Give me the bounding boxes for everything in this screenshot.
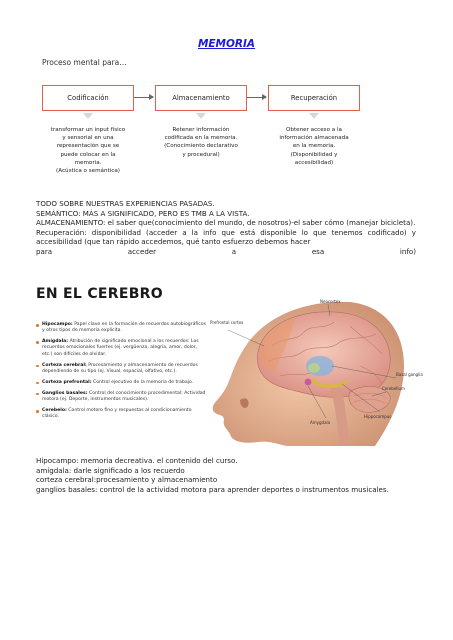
box-almacenamiento-label: Almacenamiento <box>172 94 230 102</box>
brain-illustration <box>200 296 423 446</box>
note-line: ganglios basales: control de la actividad motora para aprender deportes o instrumentos musicales. <box>36 484 389 494</box>
arrow-right <box>247 97 266 98</box>
label-prefrontal: Prefrontal cortex <box>210 320 244 325</box>
list-item <box>36 408 206 420</box>
amygdala <box>305 379 312 386</box>
list-text: Procesamiento y almacenamiento de recuerdos dependiendo de su tipo (ej. Visual, espacial, olfativo, etc.). <box>42 362 198 374</box>
bottom-notes-block <box>36 456 416 494</box>
desc-almacenamiento: Retener información codificada en la memoria. (Conocimiento declarativo y procedural) <box>164 127 238 158</box>
list-term: Ganglios basales: <box>42 390 88 396</box>
label-hippocampus: Hippocampus <box>364 414 392 419</box>
list-text: Control motoro fino y respuestas al condicionamiento clásico. <box>42 408 192 420</box>
note-line: amígdala: darle significado a los recuerdo <box>36 465 185 475</box>
brain-list <box>36 322 206 425</box>
list-term: Corteza prefrontal: <box>42 379 92 385</box>
page-title: MEMORIA <box>197 38 256 50</box>
note-line: ALMACENAMIENTO: el saber que(conocimiento del mundo, de nosotros)-el saber cómo (manejar bicicleta). <box>36 218 416 228</box>
label-neocortex: Neocortex <box>320 299 341 304</box>
list-item <box>36 339 206 358</box>
list-text: Atribución de significado emocional a los recuerdos: Los recuerdos emocionales fuertes (ej. vergüenza, alegría, amor, dolor, etc.) son difíciles de olvidar. <box>42 339 199 357</box>
box-almacenamiento <box>155 85 247 111</box>
list-text: Papel clave en la formación de recuerdos autobiográficos y otros tipos de memoria explícita. <box>42 322 207 334</box>
arrow-right <box>134 97 153 98</box>
note-line: corteza cerebral:procesamiento y almacenamiento <box>36 475 218 485</box>
box-codificacion <box>42 85 134 111</box>
section-heading: EN EL CEREBRO <box>36 286 163 302</box>
label-cerebellum: Cerebellum <box>382 386 405 391</box>
list-item <box>36 391 206 403</box>
list-term: Amígdala: <box>42 339 69 345</box>
desc-codificacion: transformar un input físico y sensorial en una representación que se puede colocar en la memoria. (Acústica o semántica) <box>50 127 126 175</box>
thalamus <box>308 363 320 373</box>
list-term: Hipocampo: <box>42 322 73 327</box>
note-line: TODO SOBRE NUESTRAS EXPERIENCIAS PASADAS. <box>36 199 215 208</box>
list-term: Corteza cerebral: <box>42 362 87 368</box>
note-line: Hipocampo: memoria decreativa. el contenido del curso. <box>36 456 238 465</box>
list-item <box>36 363 206 375</box>
list-term: Cerebelo: <box>42 408 67 414</box>
label-amygdala: Amygdala <box>310 420 331 425</box>
box-recuperacion-label: Recuperación <box>290 94 338 102</box>
list-text: Control del conocimiento procedimental: Actividad motora (ej. Deporte, instrumentos musicales). <box>42 390 206 403</box>
box-recuperacion <box>268 85 360 111</box>
note-line: para acceder a esa info) <box>36 246 416 256</box>
notes-block <box>36 199 416 257</box>
box-codificacion-label: Codificación <box>67 94 109 102</box>
note-line: Recuperación: disponibilidad (acceder a la info que está disponible lo que tenemos codificado) y accesibilidad (que tan rápido accedemos, qué tanto esfuerzo debemos hacer <box>36 227 416 247</box>
note-line: SEMÁNTICO: MÁS A SIGNIFICADO, PERO ES TMB A LA VISTA. <box>36 208 250 218</box>
down-arrow-icon <box>196 113 206 119</box>
list-text: Control ejecutivo de la memoria de trabajo. <box>91 379 194 385</box>
down-arrow-icon <box>309 113 319 119</box>
list-item <box>36 380 206 386</box>
label-basal: Basal ganglia <box>396 372 423 377</box>
desc-recuperacion: Obtener acceso a la información almacenada en la memoria. (Disponibilidad y accesibilidad) <box>279 127 349 166</box>
list-item <box>36 322 206 334</box>
down-arrow-icon <box>83 113 93 119</box>
diagram-label: Proceso mental para… <box>42 58 127 67</box>
